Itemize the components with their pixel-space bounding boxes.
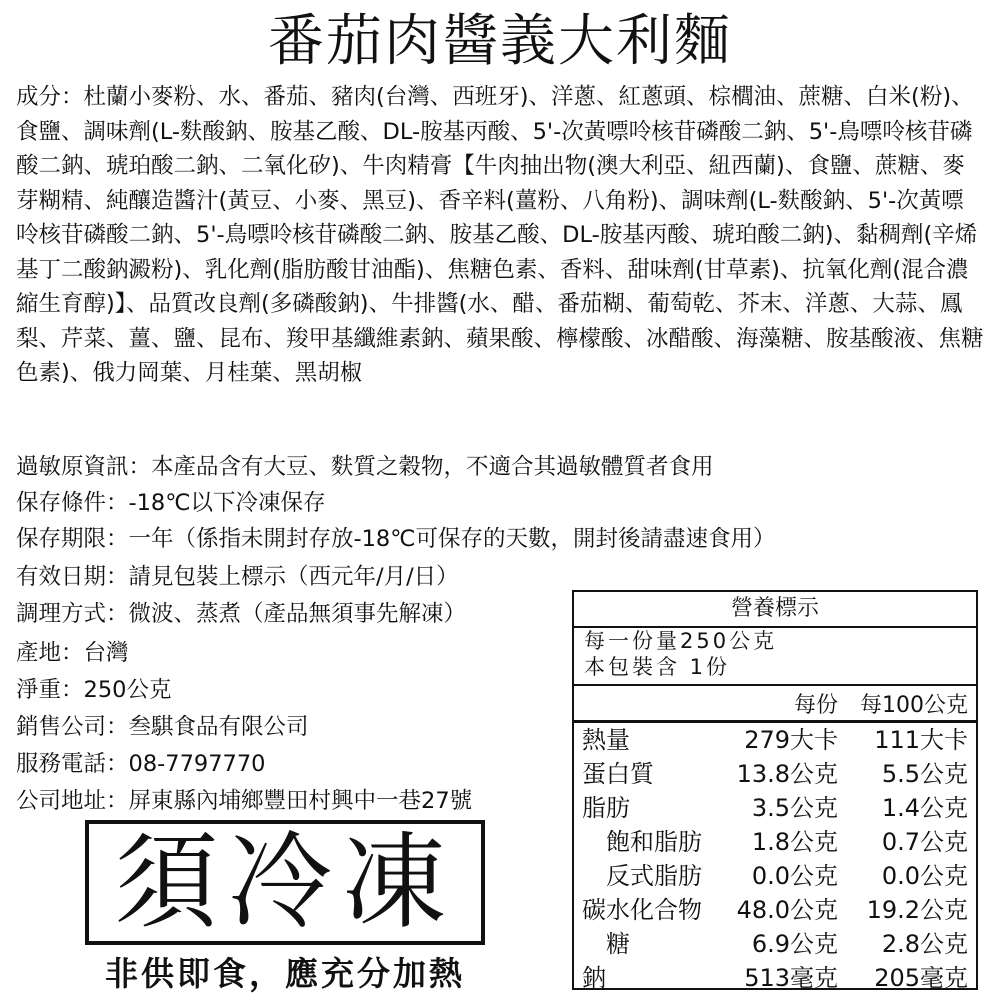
expiry-date: 有效日期：請見包裝上標示（西元年/月/日） <box>16 564 459 590</box>
company-address: 公司地址：屏東縣內埔鄉豐田村興中一巷27號 <box>16 788 473 814</box>
nutrition-column-headers <box>574 686 976 723</box>
nutrition-heading: 營養標示 <box>574 592 976 628</box>
serving-info <box>574 628 976 686</box>
nutrition-row <box>574 757 976 791</box>
storage-condition: 保存條件：-18℃以下冷凍保存 <box>16 490 326 516</box>
nutrition-row <box>574 893 976 927</box>
nutrition-row <box>574 961 976 995</box>
nutrient-per-serving: 0.0公克 <box>751 862 838 890</box>
nutrient-per-serving: 279大卡 <box>744 726 838 754</box>
shelf-life: 保存期限：一年（係指未開封存放-18℃可保存的天數，開封後請盡速食用） <box>16 526 776 552</box>
nutrition-row <box>574 723 976 757</box>
service-phone: 服務電話：08-7797770 <box>16 751 266 777</box>
nutrient-per-serving: 13.8公克 <box>736 760 838 788</box>
nutrient-per-100g: 205毫克 <box>874 964 968 992</box>
heating-warning: 非供即食，應充分加熱 <box>105 954 465 993</box>
nutrition-row <box>574 927 976 961</box>
ingredients-text: 成分：杜蘭小麥粉、水、番茄、豬肉(台灣、西班牙)、洋蔥、紅蔥頭、棕櫚油、蔗糖、白米(粉)、食鹽、調味劑(L-麩酸鈉、胺基乙酸、DL-胺基丙酸、5'-次黃嘌呤核苷磷酸二鈉、5'-鳥嘌呤核苷磷酸二鈉、琥珀酸二鈉、二氧化矽)、牛肉精膏【牛肉抽出物(澳大利亞、紐西蘭)、食鹽、蔗糖、麥芽糊精、純釀造醬汁(黃豆、小麥、黑豆)、香辛料(薑粉、八角粉)、調味劑(L-麩酸鈉、5'-次黃嘌呤核苷磷酸二鈉、5'-鳥嘌呤核苷磷酸二鈉、胺基乙酸、DL-胺基丙酸、琥珀酸二鈉)、黏稠劑(辛烯基丁二酸鈉澱粉)、乳化劑(脂肪酸甘油酯)、焦糖色素、香料、甜味劑(甘草素)、抗氧化劑(混合濃縮生育醇)】、品質改良劑(多磷酸鈉)、牛排醬(水、醋、番茄糊、葡萄乾、芥末、洋蔥、大蒜、鳳梨、芹菜、薑、鹽、昆布、羧甲基纖維素鈉、蘋果酸、檸檬酸、冰醋酸、海藻糖、胺基酸液、焦糖色素)、俄力岡葉、月桂葉、黑胡椒 <box>16 84 984 386</box>
nutrition-row <box>574 791 976 825</box>
nutrient-per-serving: 6.9公克 <box>751 930 838 958</box>
nutrient-per-100g: 1.4公克 <box>881 794 968 822</box>
allergen-info: 過敏原資訊：本產品含有大豆、麩質之穀物，不適合其過敏體質者食用 <box>16 454 714 480</box>
keep-frozen-stamp: 須冷凍 <box>85 820 485 945</box>
nutrient-name: 脂肪 <box>582 794 630 822</box>
nutrition-row <box>574 825 976 859</box>
nutrient-name: 反式脂肪 <box>606 862 702 890</box>
column-per-serving: 每份 <box>793 693 838 718</box>
cooking-method: 調理方式：微波、蒸煮（產品無須事先解凍） <box>16 601 467 627</box>
net-weight: 淨重：250公克 <box>16 677 172 703</box>
nutrient-name: 熱量 <box>582 726 630 754</box>
nutrient-per-100g: 0.7公克 <box>881 828 968 856</box>
sales-company: 銷售公司：叁騏食品有限公司 <box>16 714 309 740</box>
nutrient-per-100g: 19.2公克 <box>866 896 968 924</box>
servings-per-package: 本包裝含 1份 <box>584 655 731 679</box>
serving-size: 每一份量250公克 <box>584 629 778 653</box>
nutrient-per-serving: 48.0公克 <box>736 896 838 924</box>
nutrient-name: 飽和脂肪 <box>606 828 702 856</box>
nutrient-per-100g: 0.0公克 <box>881 862 968 890</box>
nutrient-name: 碳水化合物 <box>582 896 702 924</box>
nutrient-per-serving: 3.5公克 <box>751 794 838 822</box>
column-per-100g: 每100公克 <box>860 693 968 718</box>
nutrient-per-serving: 513毫克 <box>744 964 838 992</box>
nutrient-per-100g: 2.8公克 <box>881 930 968 958</box>
nutrition-row <box>574 859 976 893</box>
origin: 產地：台灣 <box>16 640 129 666</box>
nutrition-rows <box>574 723 976 995</box>
nutrient-name: 鈉 <box>582 964 606 992</box>
nutrient-per-100g: 111大卡 <box>874 726 968 754</box>
nutrient-per-serving: 1.8公克 <box>751 828 838 856</box>
nutrient-name: 糖 <box>606 930 630 958</box>
nutrient-per-100g: 5.5公克 <box>881 760 968 788</box>
nutrition-facts-table <box>572 590 978 990</box>
nutrient-name: 蛋白質 <box>582 760 654 788</box>
product-title: 番茄肉醬義大利麵 <box>268 9 732 74</box>
